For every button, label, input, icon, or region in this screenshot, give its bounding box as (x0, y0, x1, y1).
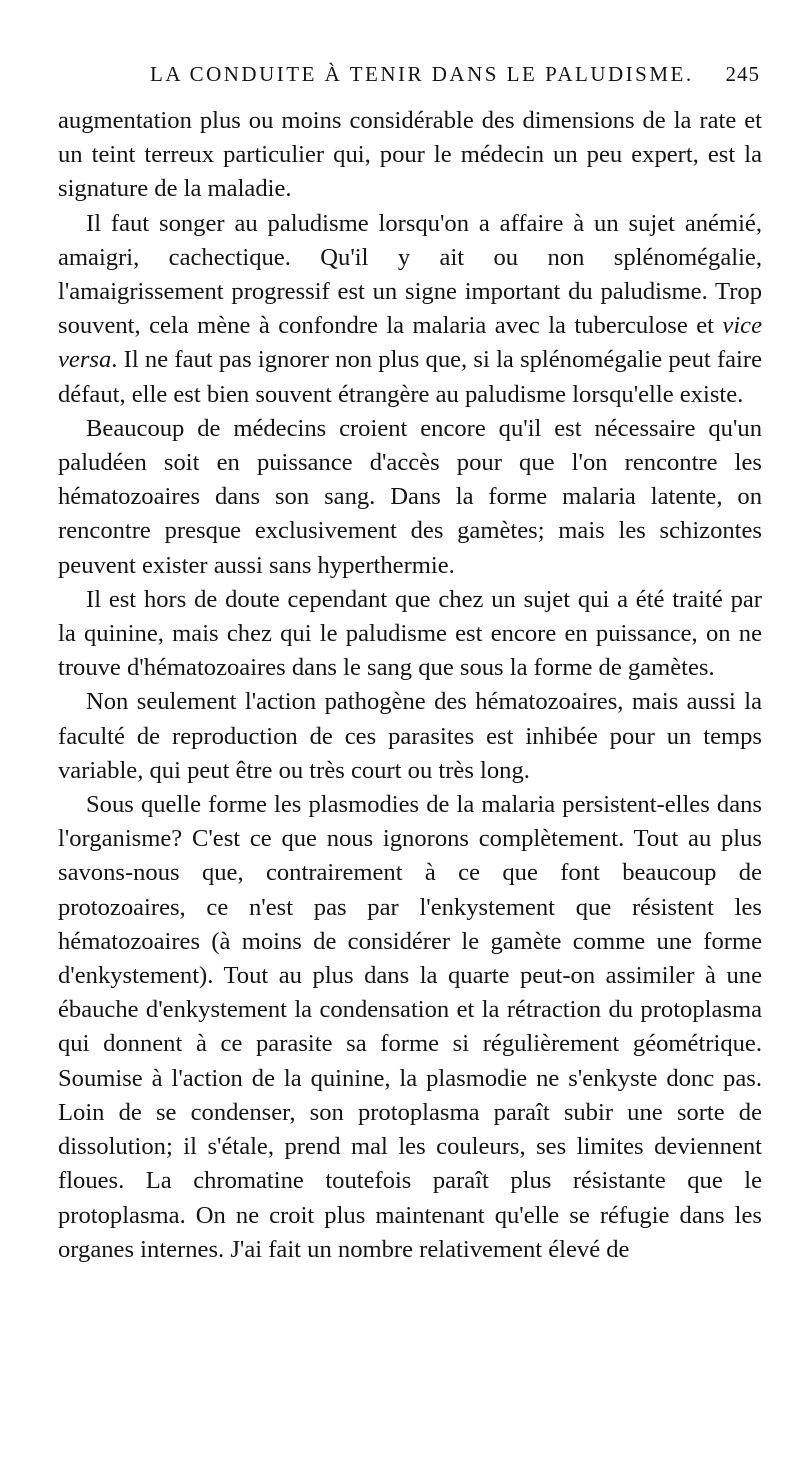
italic-phrase: vice versa (58, 312, 762, 374)
paragraph: Il est hors de doute cependant que chez un sujet qui a été traité par la quinine, mais chez qui le paludisme est encore en puissance, on ne trouve d'hématozoaires dans le sang que sous la forme de gamètes. (58, 585, 762, 682)
paragraph: Non seulement l'action pathogène des hématozoaires, mais aussi la faculté de reproduction de ces parasites est inhibée pour un temps variable, qui peut être ou très court ou très long. (58, 688, 762, 784)
paragraph-text: Il faut songer au paludisme lorsqu'on a affaire à un sujet anémié, amaigri, cachectique. Qu'il y ait ou non splénomégalie, l'amaigrissement progressif est un signe important du paludisme. Trop souvent, cela mène à confondre la malaria avec la tuberculose et (58, 209, 762, 340)
paragraph-continuation: augmentation plus ou moins considérable des dimensions de la rate et un teint terreux particulier qui, pour le médecin un peu expert, est la signature de la maladie. (58, 107, 762, 203)
page-header (58, 62, 760, 92)
paragraph: Beaucoup de médecins croient encore qu'il est nécessaire qu'un paludéen soit en puissance d'accès pour que l'on rencontre les hématozoaires dans son sang. Dans la forme malaria latente, on rencontre presque exclusivement des gamètes; mais les schizontes peuvent exister aussi sans hyperthermie. (58, 414, 762, 579)
running-title: LA CONDUITE À TENIR DANS LE PALUDISME. (150, 62, 694, 86)
body-text (58, 104, 762, 1267)
paragraph (58, 207, 762, 412)
page-number: 245 (725, 62, 760, 86)
paragraph-text: . Il ne faut pas ignorer non plus que, si la splénomégalie peut faire défaut, elle est bien souvent étrangère au paludisme lorsqu'elle existe. (58, 346, 762, 408)
paragraph: Sous quelle forme les plasmodies de la malaria persistent-elles dans l'organisme? C'est ce que nous ignorons complètement. Tout au plus savons-nous que, contrairement à ce que font beaucoup de protozoaires, ce n'est pas par l'enkystement que résistent les hématozoaires (à moins de considérer le gamète comme une forme d'enkystement). Tout au plus dans la quarte peut-on assimiler à une ébauche d'enkystement la condensation et la rétraction du protoplasma qui donnent à ce parasite sa forme si régulièrement géométrique. Soumise à l'action de la quinine, la plasmodie ne s'enkyste donc pas. Loin de se condenser, son protoplasma paraît subir une sorte de dissolution; il s'étale, prend mal les couleurs, ses limites deviennent floues. La chromatine toutefois paraît plus résistante que le protoplasma. On ne croit plus maintenant qu'elle se réfugie dans les organes internes. J'ai fait un nombre relativement élevé de (58, 791, 762, 1263)
